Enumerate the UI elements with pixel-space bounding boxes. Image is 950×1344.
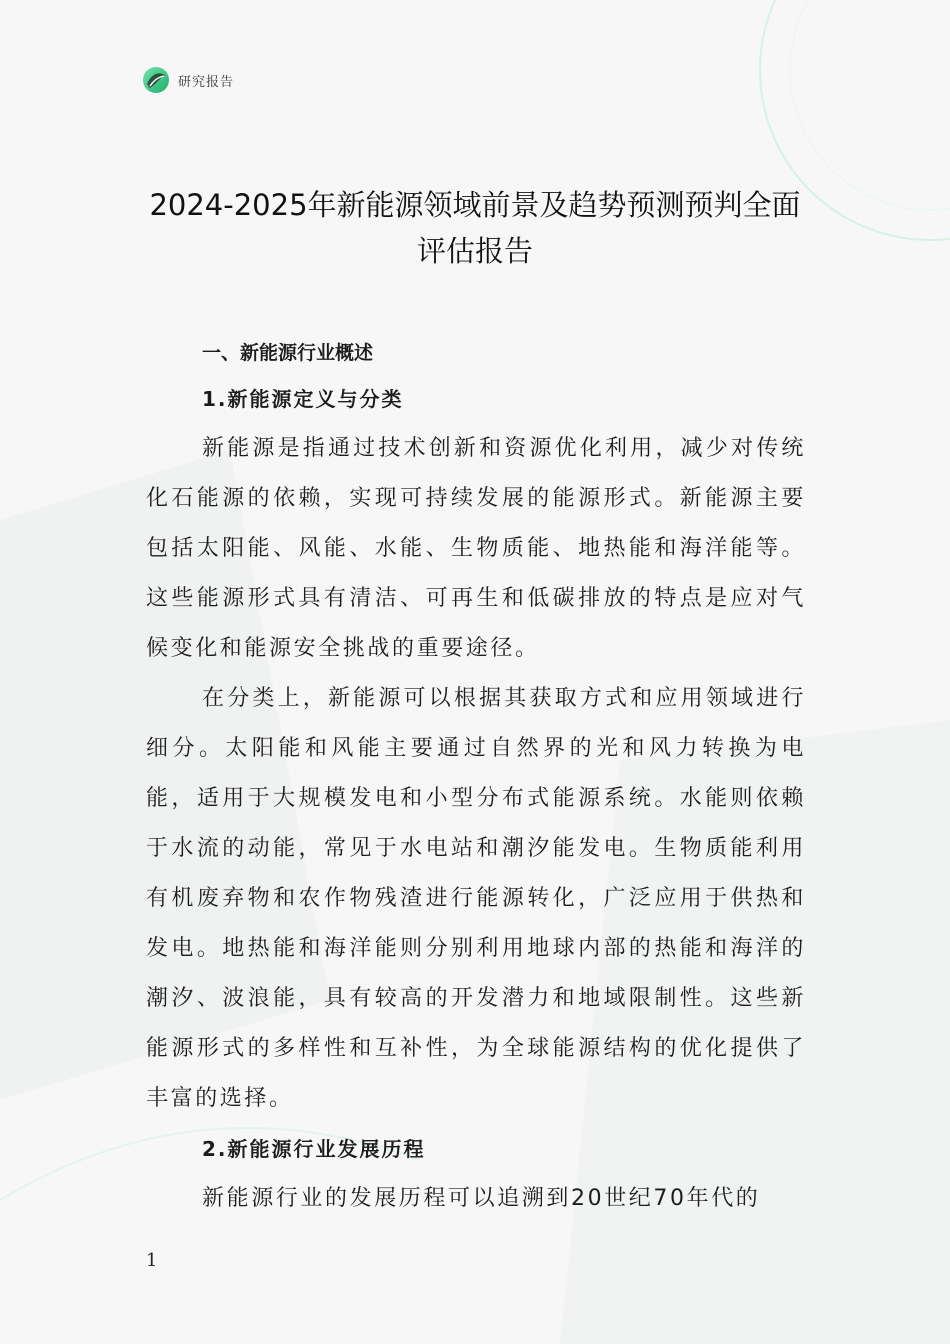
paragraph: 新能源是指通过技术创新和资源优化利用，减少对传统化石能源的依赖，实现可持续发展的能源形式。新能源主要包括太阳能、风能、水能、生物质能、地热能和海洋能等。这些能源形式具有清洁、可再生和低碳排放的特点是应对气候变化和能源安全挑战的重要途径。	[146, 436, 806, 661]
document-body	[146, 334, 806, 1224]
paragraph: 在分类上，新能源可以根据其获取方式和应用领域进行细分。太阳能和风能主要通过自然界的光和风力转换为电能，适用于大规模发电和小型分布式能源系统。水能则依赖于水流的动能，常见于水电站和潮汐能发电。生物质能利用有机废弃物和农作物残渣进行能源转化，广泛应用于供热和发电。地热能和海洋能则分别利用地球内部的热能和海洋的潮汐、波浪能，具有较高的开发潜力和地域限制性。这些新能源形式的多样性和互补性，为全球能源结构的优化提供了丰富的选择。	[146, 686, 806, 1111]
subsection-heading: 1.新能源定义与分类	[202, 387, 404, 411]
brand-label: 研究报告	[178, 74, 235, 90]
section-heading: 一、新能源行业概述	[202, 342, 374, 364]
green-leaf-sphere-icon	[142, 66, 170, 94]
page-number: 1	[146, 1250, 158, 1271]
paragraph: 新能源行业的发展历程可以追溯到20世纪70年代的	[202, 1186, 761, 1211]
subsection-heading: 2.新能源行业发展历程	[202, 1137, 426, 1161]
brand-header	[142, 66, 234, 94]
document-title: 2024-2025年新能源领域前景及趋势预测预判全面评估报告	[149, 188, 801, 268]
